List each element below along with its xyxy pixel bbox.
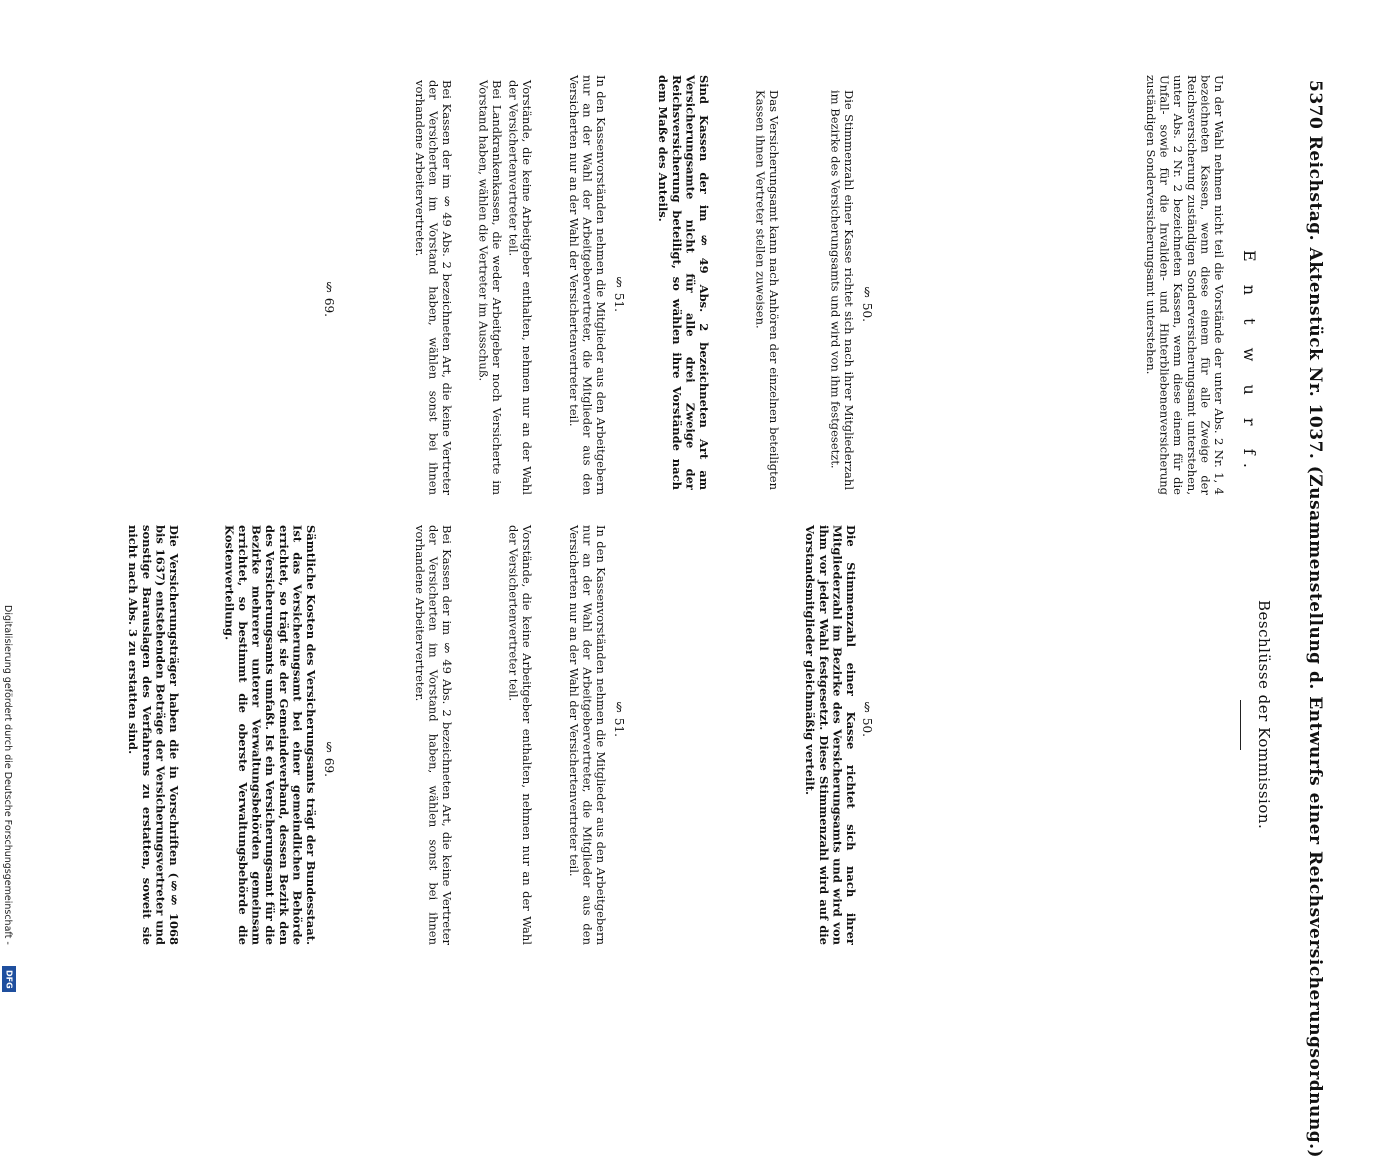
entwurf-intro: Un der Wahl nehmen nicht teil die Vorstände der unter Abs. 2 Nr. 1, 4 bezeichneten Kassen, wenn diese einem für alle Zweige der Reichsversicherung zuständigen Sonderversicherungsamt unterstehen, unter Abs. 2 Nr. 2 bezeichneten Kassen, wenn diese einem für die Unfall- sowie für die Invaliden- und Hinterbliebenenversicherung zuständigen Sonderversicherungsamt unterstehen.: [1144, 75, 1226, 495]
kommission-s51-text: In den Kassenvorständen nehmen die Mitglieder aus den Arbeitgebern nur an der Wahl der Arbeitgebervertreter, die Mitglieder aus den Versicherten nur an der Wahl der Versichertenvertreter teil.: [566, 525, 608, 945]
entwurf-s50-heading: § 50.: [860, 285, 874, 322]
entwurf-s69-heading: § 69.: [322, 280, 336, 317]
kommission-s51-text2: Vorstände, die keine Arbeitgeber enthalten, nehmen nur an der Wahl der Versichertenvertreter teil.: [506, 525, 534, 945]
dfg-logo: DFG: [2, 966, 16, 992]
entwurf-s50-text2: Das Versicherungsamt kann nach Anhören der einzelnen beteiligten Kassen ihnen Vertreter stellen zuweisen.: [753, 90, 781, 490]
entwurf-s50-text: Die Stimmenzahl einer Kasse richtet sich nach ihrer Mitgliederzahl im Bezirke des Versicherungsamts und wird von ihm festgesetzt.: [828, 90, 856, 490]
entwurf-s51-text3: Bei Landkrankenkassen, die weder Arbeitgeber noch Versicherte im Vorstand haben, wählen die Vertreter im Ausschuß.: [476, 80, 504, 495]
entwurf-s51-text2: Vorstände, die keine Arbeitgeber enthalten, nehmen nur an der Wahl der Versichertenvertreter teil.: [506, 80, 534, 495]
entwurf-s51-text4: Bei Kassen der im § 49 Abs. 2 bezeichneten Art, die keine Vertreter der Versicherten im Vorstand haben, wählen sonst bei ihnen vorhandene Arbeitervertreter.: [412, 80, 454, 495]
kommission-title: Beschlüsse der Kommission.: [1255, 600, 1273, 830]
entwurf-title: E n t w u r f.: [1240, 250, 1259, 478]
entwurf-s50-text3: Sind Kassen der im § 49 Abs. 2 bezeichneten Art am Versicherungsamte nicht für alle drei Zweige der Reichsversicherung beteiligt, so wählen ihre Vorstände nach dem Maße des Anteils.: [656, 75, 711, 490]
kommission-s51-text3: Bei Kassen der im § 49 Abs. 2 bezeichneten Art, die keine Vertreter der Versicherten im Vorstand haben, wählen sonst bei ihnen vorhandene Arbeitervertreter.: [412, 525, 454, 945]
entwurf-s51-text: In den Kassenvorständen nehmen die Mitglieder aus den Arbeitgebern nur an der Wahl der Arbeitgebervertreter, die Mitglieder aus den Versicherten nur an der Wahl der Versichertenvertreter teil.: [566, 75, 608, 495]
kommission-s50-heading: § 50.: [860, 700, 874, 737]
kommission-s69-text2: Die Versicherungsträger haben die in Vorschriften (§§ 1068 bis 1637) entstehenden Beträge der Versicherungsvertreter und sonstige Barauslagen des Verfahrens zu erstatten, soweit sie nicht nach Abs. 3 zu erstatten sind.: [126, 525, 181, 945]
kommission-s51-heading: § 51.: [612, 700, 626, 737]
kommission-s50-text: Die Stimmenzahl einer Kasse richtet sich nach ihrer Mitgliederzahl im Bezirke des Versicherungsamts und wird von ihm vor jeder Wahl festgesetzt. Diese Stimmenzahl wird auf die Vorstandsmitglieder gleichmäßig verteilt.: [803, 525, 858, 945]
kommission-title-rule: [1240, 700, 1241, 750]
page-header: 5370 Reichstag. Aktenstück Nr. 1037. (Zusammenstellung d. Entwurfs einer Reichsversicherungsordnung.): [1305, 80, 1325, 1158]
kommission-s69-text: Sämtliche Kosten des Versicherungsamts trägt der Bundesstaat. Ist das Versicherungsamt bei einer gemeindlichen Behörde errichtet, so trägt sie der Gemeindeverband, dessen Bezirk den des Versicherungsamts umfaßt. Ist ein Versicherungsamt für die Bezirke mehrerer unterer Verwaltungsbehörden gemeinsam errichtet, so bestimmt die oberste Verwaltungsbehörde die Kostenverteilung.: [222, 525, 318, 945]
digitization-footer: Digitalisierung gefördert durch die Deutsche Forschungsgemeinschaft -: [2, 605, 13, 945]
entwurf-s51-heading: § 51.: [612, 275, 626, 312]
kommission-s69-heading: § 69.: [322, 740, 336, 777]
